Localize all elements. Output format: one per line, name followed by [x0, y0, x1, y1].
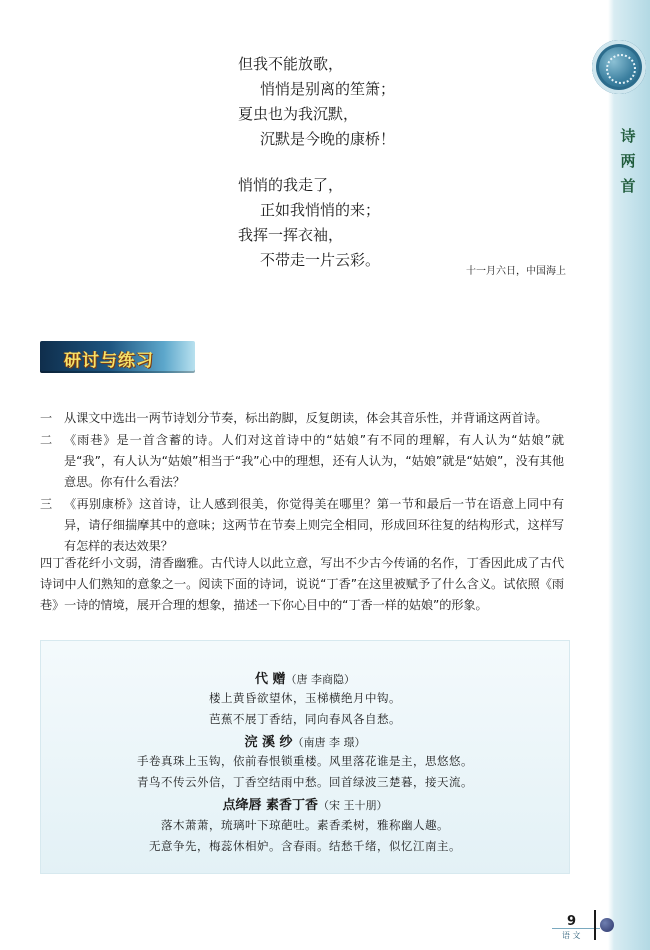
- exercise-item: [40, 408, 564, 429]
- exercise-number: 四: [40, 556, 53, 570]
- poem-line: 但我不能放歌，: [238, 55, 344, 73]
- classical-poem-line: 芭蕉不展丁香结，同向春风各自愁。: [209, 712, 401, 726]
- poem-title-text: 浣 溪 纱: [244, 735, 293, 750]
- poem-line: 悄悄的我走了，: [238, 176, 344, 194]
- classical-poem-line: 落木萧萧，琉璃叶下琼葩吐。素香柔树，雅称幽人趣。: [161, 818, 449, 832]
- poem-title-text: 代 赠: [254, 672, 286, 687]
- exercise-item: [40, 430, 564, 493]
- classical-poem-title: [41, 731, 569, 750]
- page-number: 9: [567, 914, 577, 929]
- subject-label: 语 文: [562, 931, 581, 940]
- classical-poem-line: 楼上黄昏欲望休，玉梯横绝月中钩。: [209, 691, 401, 705]
- classical-poem-title: [41, 668, 569, 687]
- poem-line: 正如我悄悄的来；: [260, 201, 381, 219]
- poem-line: 悄悄是别离的笙箫；: [260, 80, 396, 98]
- poem-author: （唐 李商隐）: [285, 673, 356, 686]
- exercise-item: [40, 553, 564, 616]
- side-title-char: 两: [620, 152, 636, 170]
- exercise-body: 丁香花纤小文弱，清香幽雅。古代诗人以此立意，写出不少古今传诵的名作，丁香因此成了古代诗词中人们熟知的意象之一。阅读下面的诗词，说说“丁香”在这里被赋予了什么含义。试依照《雨巷》一诗的情境，展开合理的想象，描述一下你心目中的“丁香一样的姑娘”的形象。: [40, 556, 564, 612]
- exercise-item: [40, 494, 564, 557]
- section-title: 研讨与练习: [64, 351, 154, 371]
- footer-divider: [594, 910, 596, 940]
- poem-line: 夏虫也为我沉默，: [238, 105, 359, 123]
- footer-ornament: [600, 918, 614, 932]
- exercise-text: 《雨巷》是一首含蓄的诗。人们对这首诗中的“姑娘”有不同的理解，有人认为“姑娘”就是“我”，有人认为“姑娘”相当于“我”心中的理想，还有人认为，“姑娘”就是“姑娘”，没有其他意思。你有什么看法？: [64, 433, 564, 489]
- classical-poem-line: 手卷真珠上玉钩，依前春恨锁重楼。风里落花谁是主，思悠悠。: [137, 754, 473, 768]
- poem-title-text: 点绛唇 素香丁香: [222, 798, 319, 813]
- poem-excerpt: [238, 52, 395, 273]
- poem-line: 我挥一挥衣袖，: [238, 226, 344, 244]
- poem-line: 沉默是今晚的康桥！: [260, 130, 396, 148]
- reading-poems-box: [40, 640, 570, 874]
- section-banner: [40, 341, 195, 373]
- exercise-text: 从课文中选出一两节诗划分节奏，标出韵脚，反复朗读，体会其音乐性，并背诵这两首诗。: [64, 411, 548, 425]
- poem-author: （宋 王十朋）: [318, 799, 388, 812]
- classical-poem-line: 无意争先，梅蕊休相妒。含春雨。结愁千绪，似忆江南主。: [149, 839, 461, 853]
- exercise-number: 一: [40, 411, 53, 425]
- classical-poem-title: [41, 794, 569, 813]
- side-lesson-title: [615, 124, 641, 199]
- exercise-text: [40, 553, 564, 616]
- medallion-emblem: [592, 40, 646, 94]
- exercise-number: 三: [40, 497, 53, 511]
- poem-author: （南唐 李 璟）: [292, 736, 366, 749]
- side-title-char: 首: [620, 177, 636, 195]
- classical-poem-line: 青鸟不传云外信，丁香空结雨中愁。回首绿波三楚暮，接天流。: [137, 775, 473, 789]
- poem-line: 不带走一片云彩。: [260, 251, 381, 269]
- exercise-number: 二: [40, 433, 53, 447]
- poem-date: 十一月六日，中国海上: [466, 266, 566, 277]
- side-title-char: 诗: [620, 127, 636, 145]
- exercise-text: 《再别康桥》这首诗，让人感到很美，你觉得美在哪里？第一节和最后一节在语意上同中有异，请仔细揣摩其中的意味；这两节在节奏上则完全相同，形成回环往复的结构形式，这样写有怎样的表达效果？: [64, 497, 564, 553]
